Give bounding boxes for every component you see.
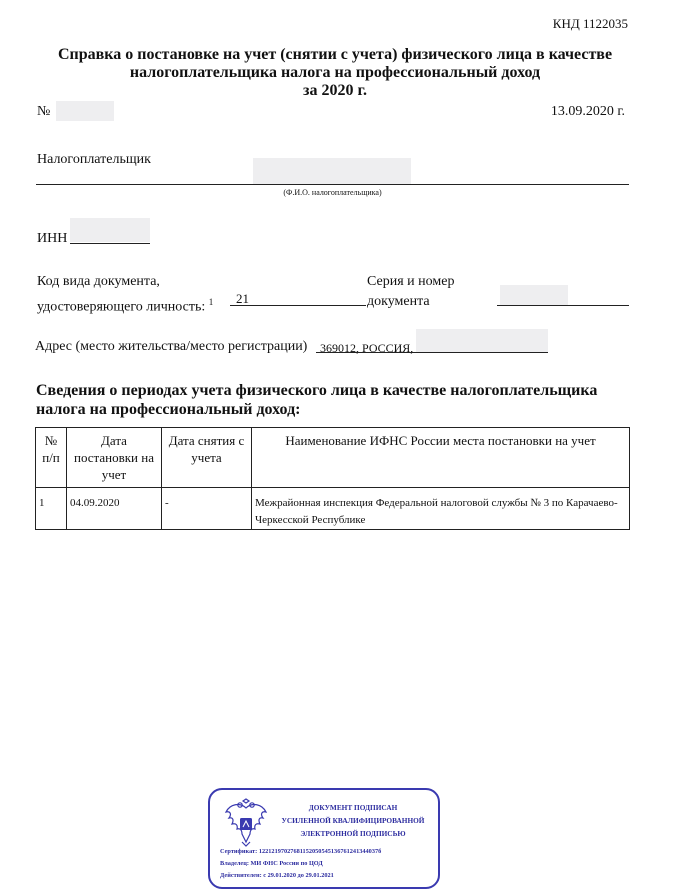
stamp-validity: Действителен: с 29.01.2020 до 29.01.2021 bbox=[220, 872, 334, 879]
stamp-certificate: Сертификат: 12212197027681152050545136761241344037б bbox=[220, 848, 382, 855]
redacted-number bbox=[56, 101, 114, 121]
stamp-heading bbox=[268, 801, 438, 840]
series-label-line-1: Серия и номер bbox=[367, 274, 455, 289]
taxpayer-underline bbox=[36, 184, 629, 185]
title-line-3: за 2020 г. bbox=[303, 82, 367, 99]
cell-registration-date: 04.09.2020 bbox=[67, 488, 162, 530]
doc-code-label-text: удостоверяющего личность: bbox=[37, 299, 206, 315]
cell-deregistration-date: - bbox=[162, 488, 252, 530]
section-title-line-1: Сведения о периодах учета физического лица в качестве налогоплательщика bbox=[36, 382, 598, 399]
stamp-line-3: ЭЛЕКТРОННОЙ ПОДПИСЬЮ bbox=[300, 829, 406, 838]
section-title-line-2: налога на профессиональный доход: bbox=[36, 401, 301, 418]
fio-caption: (Ф.И.О. налогоплательщика) bbox=[283, 188, 382, 197]
series-label-line-2: документа bbox=[367, 294, 430, 309]
number-label: № bbox=[37, 104, 51, 119]
stamp-owner: Владелец: МИ ФНС России по ЦОД bbox=[220, 860, 323, 867]
doc-code-label-line-2 bbox=[37, 292, 213, 318]
title-line-2: налогоплательщика налога на профессиональный доход bbox=[129, 64, 541, 81]
identity-doc-series-label bbox=[367, 272, 454, 312]
series-underline bbox=[497, 305, 629, 306]
doc-code-underline bbox=[230, 305, 366, 306]
form-code: КНД 1122035 bbox=[552, 16, 628, 31]
document-title bbox=[30, 46, 640, 100]
issue-date: 13.09.2020 г. bbox=[550, 104, 625, 119]
address-label: Адрес (место жительства/место регистрации) bbox=[35, 339, 308, 354]
russian-coat-of-arms-icon bbox=[220, 798, 272, 848]
header-number: № п/п bbox=[36, 428, 67, 488]
inn-underline bbox=[70, 243, 150, 244]
footnote-mark: 1 bbox=[208, 297, 214, 307]
redacted-document-number bbox=[500, 285, 568, 305]
stamp-details bbox=[220, 846, 438, 882]
table-header-row bbox=[36, 428, 630, 488]
table-row bbox=[36, 488, 630, 530]
section-title bbox=[36, 381, 636, 419]
identity-doc-code-label bbox=[37, 272, 213, 318]
doc-code-label-line-1: Код вида документа, bbox=[37, 274, 160, 289]
cell-tax-office: Межрайонная инспекция Федеральной налоговой службы № 3 по Карачаево-Черкесской Республике bbox=[252, 488, 630, 530]
identity-doc-code-value: 21 bbox=[236, 291, 249, 306]
cell-number: 1 bbox=[36, 488, 67, 530]
electronic-signature-stamp bbox=[208, 788, 440, 889]
address-underline bbox=[316, 352, 548, 353]
header-tax-office: Наименование ИФНС России места постановки на учет bbox=[252, 428, 630, 488]
registration-periods-table bbox=[35, 427, 630, 530]
address-value: 369012, РОССИЯ, bbox=[320, 341, 414, 355]
inn-label: ИНН bbox=[37, 231, 68, 246]
redacted-address bbox=[416, 329, 548, 352]
stamp-line-1: ДОКУМЕНТ ПОДПИСАН bbox=[308, 803, 398, 812]
header-deregistration-date: Дата снятия с учета bbox=[162, 428, 252, 488]
taxpayer-label: Налогоплательщик bbox=[37, 152, 151, 167]
header-registration-date: Дата постановки на учет bbox=[67, 428, 162, 488]
redacted-taxpayer-name bbox=[253, 158, 411, 184]
redacted-inn bbox=[70, 218, 150, 242]
title-line-1: Справка о постановке на учет (снятии с учета) физического лица в качестве bbox=[57, 46, 613, 63]
stamp-line-2: УСИЛЕННОЙ КВАЛИФИЦИРОВАННОЙ bbox=[281, 816, 425, 825]
